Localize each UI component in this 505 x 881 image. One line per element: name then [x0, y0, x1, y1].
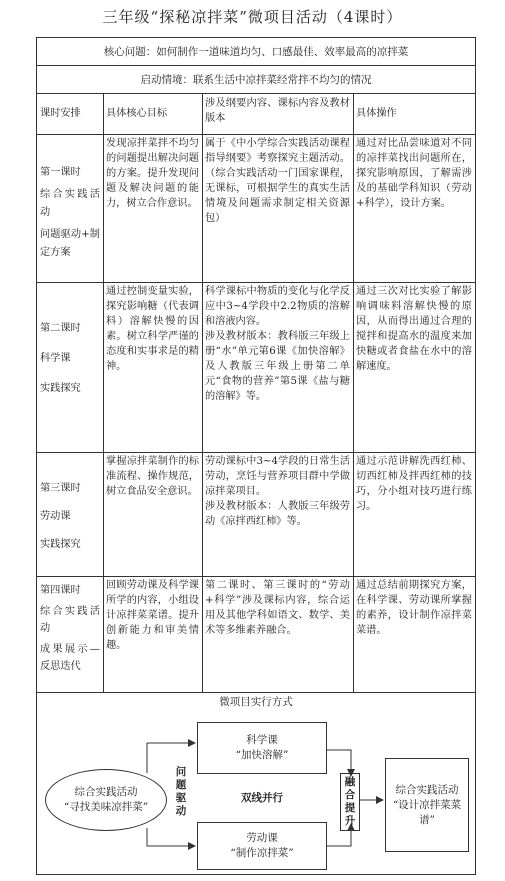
- lesson-1: [37, 134, 103, 282]
- lesson-3: [37, 452, 103, 576]
- header-operation: 具体操作: [356, 108, 397, 119]
- lesson-3-stage: 实践探究: [40, 539, 81, 550]
- end-box: [385, 758, 469, 852]
- science-line-2: “加快溶解”: [235, 749, 289, 761]
- operation-4: 通过总结前期探究方案，在科学课、劳动课所掌握的素养，设计制作凉拌菜菜谱。: [356, 580, 472, 636]
- content-4: 第二课时、第三课时的“劳动+科学”涉及课标内容，综合运用及其他学科如语文、数学、美术等多维素养融合。: [205, 580, 350, 636]
- science-line-1: 科学课: [246, 734, 278, 746]
- lesson-4-stage: 成果展示—反思迭代: [40, 644, 100, 672]
- drive-label: 问题驱动: [175, 766, 187, 817]
- labor-line-1: 劳动课: [246, 832, 278, 844]
- labor-line-2: “制作凉拌菜”: [230, 847, 294, 859]
- content-1: 属于《中小学综合实践活动课程指导纲要》考察探究主题活动。（综合实践活动一门国家课程，无课标，可根据学生的真实生活情境及问题需求制定相关资源包）: [205, 138, 350, 224]
- goal-1: 发现凉拌菜拌不均匀的问题提出解决问题的方案。提升发现问题及解决问题的能力，树立合作意识。: [106, 138, 199, 209]
- goal-4: 回顾劳动课及科学课所学的内容，小组设计凉拌菜菜谱。提升创新能力和审美情趣。: [106, 580, 199, 651]
- end-line-1: 综合实践活动: [395, 783, 459, 796]
- lesson-3-name: 第三课时: [40, 483, 81, 494]
- goal-2: 通过控制变量实验，探究影响糖（代表调料）溶解快慢的因素。树立科学严谨的态度和实事求是的精神。: [106, 286, 199, 372]
- project-table: [36, 37, 476, 875]
- start-ellipse: [45, 769, 167, 831]
- lesson-4-name: 第四课时: [40, 585, 81, 596]
- lesson-2: [37, 282, 103, 452]
- header-lesson: 课时安排: [40, 108, 81, 119]
- page-title: 三年级“探秘凉拌菜”微项目活动（4课时）: [102, 8, 403, 26]
- lesson-1-name: 第一课时: [40, 167, 81, 178]
- operation-3: 通过示范讲解洗西红柿、切西红柿及拌西红柿的技巧，分小组对技巧进行练习。: [356, 456, 472, 512]
- lesson-3-type: 劳动课: [40, 511, 71, 522]
- lesson-2-type: 科学课: [40, 353, 71, 364]
- diagram-title: 微项目实行方式: [219, 696, 293, 708]
- operation-2: 通过三次对比实验了解影响调味料溶解快慢的原因，从而得出通过合理的搅拌和提高水的温度来加快糖或者食盐在水中的溶解速度。: [356, 286, 472, 372]
- end-line-2: “设计凉拌菜菜谱”: [392, 798, 462, 826]
- merge-label: 融合提升: [340, 773, 360, 831]
- science-box: [197, 722, 327, 774]
- context-row: 启动情境：联系生活中凉拌菜经常拌不均匀的情况: [37, 66, 475, 94]
- core-question: 核心问题：如何制作一道味道均匀、口感最佳、效率最高的凉拌菜: [37, 38, 475, 66]
- content-3: 劳动课标中3~4学段的日常生活劳动，烹饪与营养项目群中学做凉拌菜项目。 涉及教材版本：人教版三年级劳动《凉拌西红柿》等。: [205, 456, 350, 527]
- operation-1: 通过对比品尝味道对不同的凉拌菜找出问题所在，探究影响原因，了解需涉及的基础学科知识（劳动+科学），设计方案。: [356, 138, 472, 209]
- labor-box: [197, 822, 327, 870]
- lesson-4: [37, 576, 103, 692]
- content-2: 科学课标中物质的变化与化学反应中3~4学段中2.2物质的溶解和溶液内容。 涉及教材版本：教科版三年级上册“水”单元第6课《加快溶解》及人教版三年级上册第二单元“食物的营养”第5课《盐与糖的溶解》等。: [205, 286, 350, 402]
- lesson-4-type: 综合实践活动: [40, 606, 100, 634]
- lesson-2-stage: 实践探究: [40, 383, 81, 394]
- header-goal: 具体核心目标: [106, 108, 168, 119]
- lesson-1-stage: 问题驱动+制定方案: [40, 229, 100, 258]
- header-content: 涉及纲要内容、课标内容及教材版本: [205, 98, 350, 124]
- start-line-2: “寻找美味凉拌菜”: [63, 801, 149, 813]
- goal-3: 掌握凉拌菜制作的标准流程、操作规范，树立食品安全意识。: [106, 456, 199, 497]
- lesson-2-name: 第二课时: [40, 323, 81, 334]
- arrow-to-labor: [147, 828, 195, 846]
- start-line-1: 综合实践活动: [74, 786, 138, 798]
- lesson-1-type: 综合实践活动: [40, 189, 100, 218]
- parallel-label: 双线并行: [241, 792, 283, 804]
